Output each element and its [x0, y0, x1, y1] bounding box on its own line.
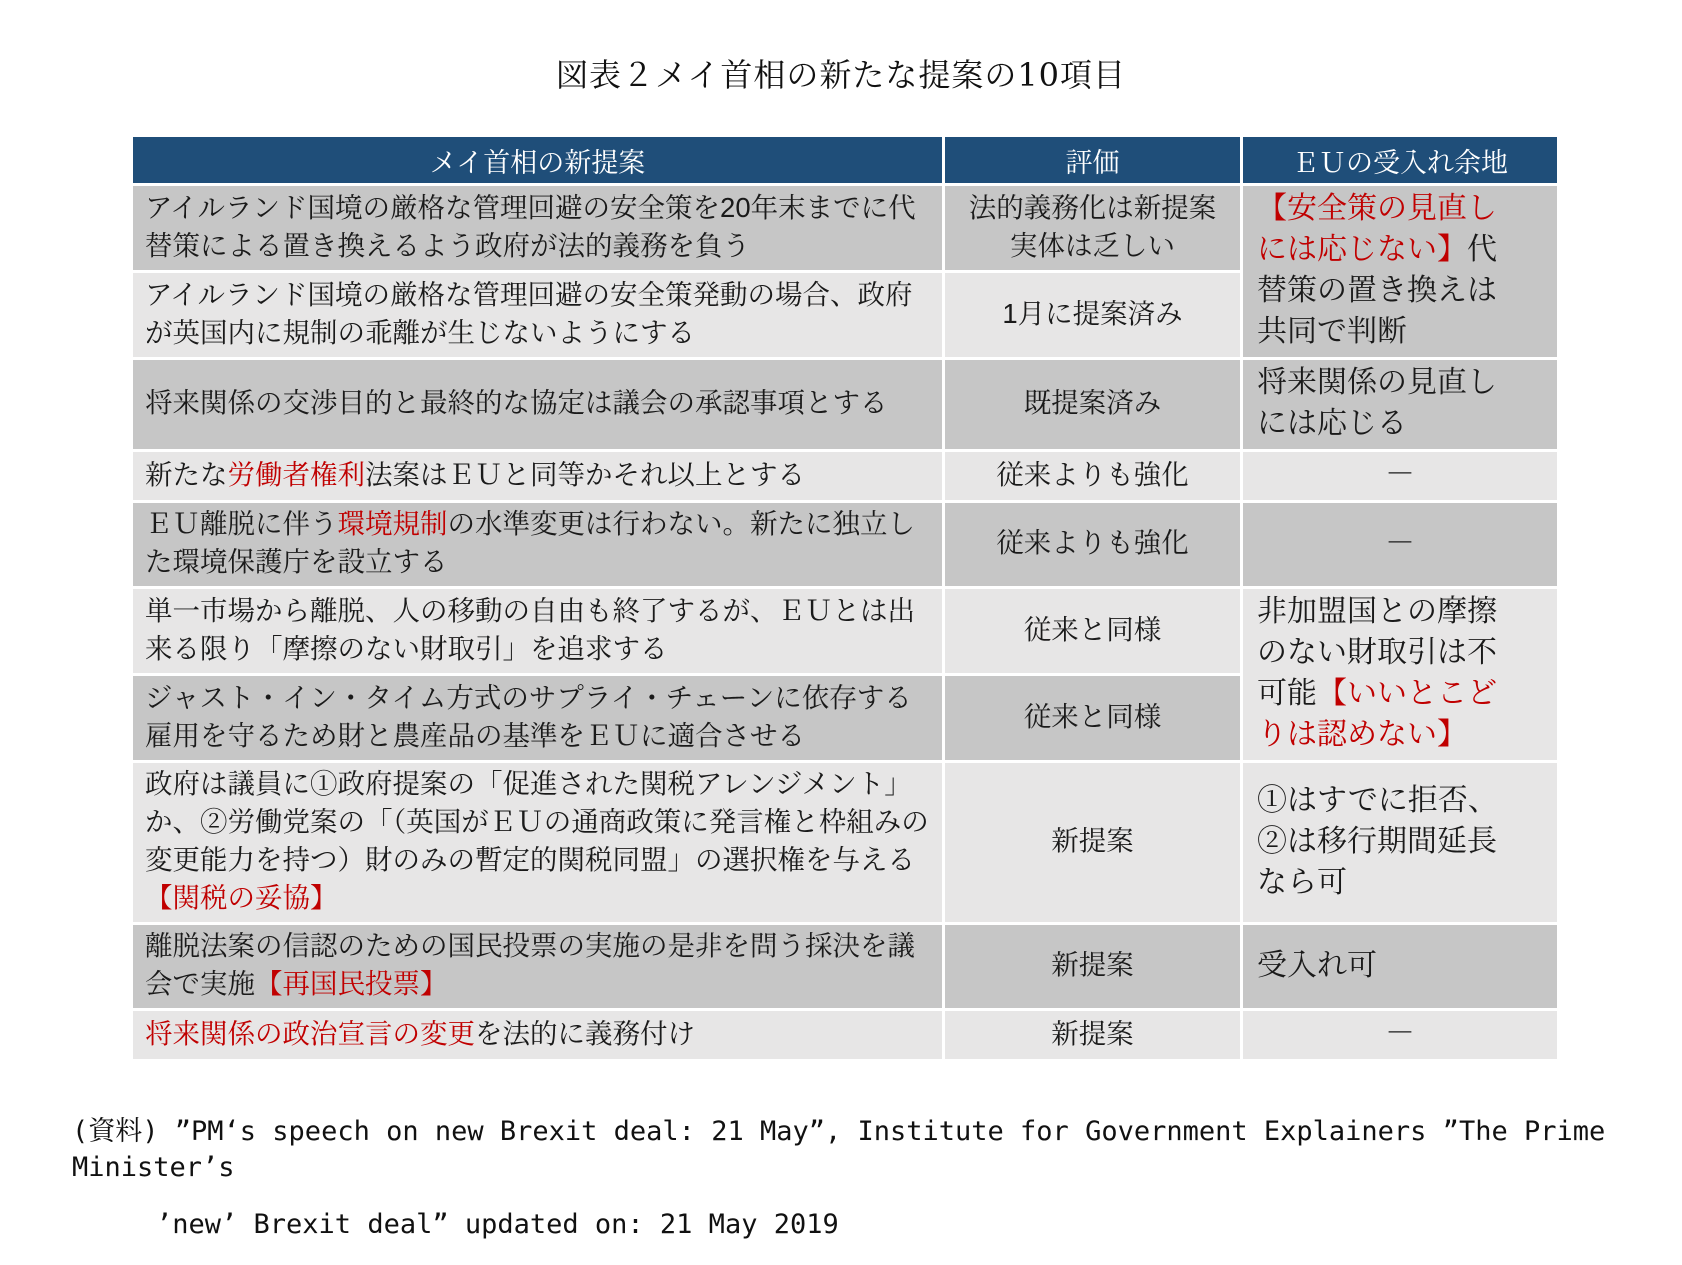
- figure-page: [0, 50, 1682, 1265]
- red-highlight-text: 将来関係の政治宣言の変更: [145, 1017, 475, 1049]
- evaluation-cell: 新提案: [944, 924, 1242, 1010]
- text-segment: 法案はＥＵと同等かそれ以上とする: [365, 458, 805, 490]
- red-highlight-text: 【いいとこどりは認めない】: [1257, 677, 1497, 751]
- evaluation-cell: 従来よりも強化: [944, 451, 1242, 502]
- table-row: [132, 588, 1559, 675]
- red-highlight-text: 労働者権利: [227, 458, 365, 490]
- text-segment: 単一市場から離脱、人の移動の自由も終了するが、ＥＵとは出来る限り「摩擦のない財取引」を追求する: [145, 594, 915, 664]
- text-segment: を法的に義務付け: [475, 1017, 695, 1049]
- col-header-proposal: メイ首相の新提案: [132, 136, 944, 185]
- text-segment: 新たな: [145, 458, 228, 490]
- text-segment: 離脱法案の信認のための国民投票の実施の是非を問う採決を議会で実施: [145, 930, 915, 999]
- proposal-cell: [132, 588, 944, 675]
- figure-title: 図表２メイ首相の新たな提案の10項目: [555, 56, 1127, 94]
- text-segment: 非加盟国との摩擦のない財取引は不可能: [1257, 595, 1497, 710]
- table-row: [132, 762, 1559, 924]
- eu-acceptance-cell: [1242, 588, 1559, 762]
- proposal-table: [130, 134, 1560, 1062]
- text-segment: －: [1385, 526, 1415, 560]
- eu-acceptance-cell: [1242, 451, 1559, 502]
- evaluation-cell: 従来と同様: [944, 588, 1242, 675]
- eu-acceptance-cell: [1242, 185, 1559, 359]
- text-segment: 受入れ可: [1257, 948, 1377, 982]
- eu-acceptance-cell: [1242, 502, 1559, 588]
- source-line-2: ’new’ Brexit deal” updated on: 21 May 2019: [156, 1209, 839, 1240]
- red-highlight-text: 【再国民投票】: [255, 968, 448, 999]
- table-row: [132, 502, 1559, 588]
- proposal-cell: [132, 762, 944, 924]
- proposal-cell: [132, 359, 944, 451]
- red-highlight-text: 環境規制: [337, 508, 448, 539]
- text-segment: －: [1385, 458, 1415, 491]
- table-row: [132, 185, 1559, 272]
- red-highlight-text: 【安全策の見直しには応じない】: [1257, 192, 1497, 266]
- proposal-table-body: [132, 185, 1559, 1061]
- source-line-1: (資料) ”PM‘s speech on new Brexit deal: 21 May”, Institute for Government Explainers ”The Prime Minister’s: [72, 1116, 1606, 1183]
- table-row: [132, 1010, 1559, 1061]
- text-segment: 政府は議員に①政府提案の「促進された関税アレンジメント」か、②労働党案の「（英国がＥＵの通商政策に発言権と枠組みの変更能力を持つ）財のみの暫定的関税同盟」の選択権を与える: [145, 768, 929, 875]
- proposal-cell: [132, 1010, 944, 1061]
- proposal-cell: [132, 185, 944, 272]
- table-header-row: [132, 136, 1559, 185]
- table-row: [132, 451, 1559, 502]
- eu-acceptance-cell: [1242, 359, 1559, 451]
- evaluation-cell: 新提案: [944, 1010, 1242, 1061]
- evaluation-cell: 新提案: [944, 762, 1242, 924]
- table-row: [132, 924, 1559, 1010]
- proposal-cell: [132, 451, 944, 502]
- proposal-cell: [132, 924, 944, 1010]
- text-segment: ＥＵ離脱に伴う: [145, 508, 338, 539]
- col-header-evaluation: 評価: [944, 136, 1242, 185]
- evaluation-cell: 既提案済み: [944, 359, 1242, 451]
- eu-acceptance-cell: [1242, 1010, 1559, 1061]
- table-row: [132, 359, 1559, 451]
- eu-acceptance-cell: [1242, 762, 1559, 924]
- red-highlight-text: 【関税の妥協】: [145, 882, 338, 913]
- text-segment: アイルランド国境の厳格な管理回避の安全策発動の場合、政府が英国内に規制の乖離が生じないようにする: [145, 278, 913, 348]
- text-segment: アイルランド国境の厳格な管理回避の安全策を20年末までに代替策による置き換えるよう政府が法的義務を負う: [145, 191, 916, 261]
- proposal-cell: [132, 502, 944, 588]
- source-note: [72, 1114, 1682, 1243]
- text-segment: ジャスト・イン・タイム方式のサプライ・チェーンに依存する雇用を守るため財と農産品の基準をＥＵに適合させる: [145, 681, 912, 751]
- proposal-cell: [132, 675, 944, 762]
- text-segment: の水準変更は行わない。新たに独立した環境保護庁を設立する: [145, 508, 915, 577]
- evaluation-cell: 法的義務化は新提案 実体は乏しい: [944, 185, 1242, 272]
- text-segment: 代替策の置き換えは共同で判断: [1257, 233, 1497, 348]
- text-segment: －: [1385, 1017, 1415, 1050]
- evaluation-cell: 1月に提案済み: [944, 272, 1242, 359]
- proposal-cell: [132, 272, 944, 359]
- col-header-eu-acceptance: ＥＵの受入れ余地: [1242, 136, 1559, 185]
- evaluation-cell: 従来と同様: [944, 675, 1242, 762]
- eu-acceptance-cell: [1242, 924, 1559, 1010]
- text-segment: ①はすでに拒否、②は移行期間延長なら可: [1257, 783, 1498, 899]
- evaluation-cell: 従来よりも強化: [944, 502, 1242, 588]
- text-segment: 将来関係の交渉目的と最終的な協定は議会の承認事項とする: [145, 387, 888, 418]
- text-segment: 将来関係の見直しには応じる: [1257, 366, 1497, 440]
